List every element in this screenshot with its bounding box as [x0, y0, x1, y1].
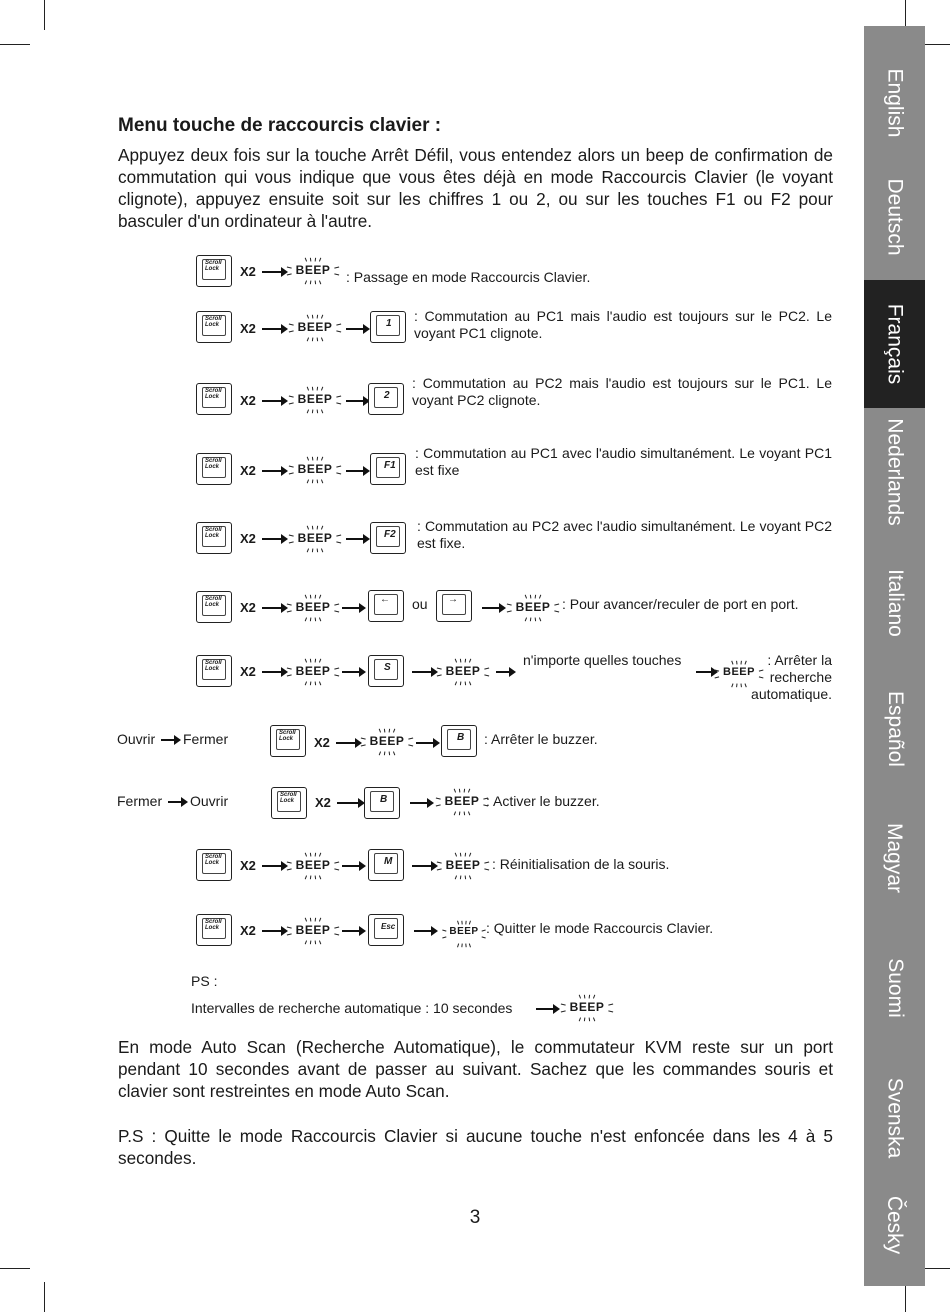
lang-tab-suomi[interactable]	[864, 925, 925, 1050]
beep-ray	[305, 281, 306, 285]
scroll-lock-key: Scroll Lock	[271, 787, 307, 819]
scroll-lock-key: Scroll Lock	[196, 255, 232, 287]
arrow-icon	[346, 538, 364, 540]
beep-ray	[319, 682, 320, 686]
beep-ray	[455, 659, 456, 663]
beep-ray	[732, 684, 733, 688]
key-f1: F1	[370, 453, 406, 485]
scroll-lock-key: Scroll Lock	[270, 725, 306, 757]
lang-label: Deutsch	[883, 178, 907, 256]
beep-ray	[393, 729, 394, 733]
press-twice-label: X2	[240, 393, 256, 408]
row-description: : Commutation au PC2 avec l'audio simultanément. Le voyant PC2 est fixe.	[417, 518, 832, 551]
beep-ray	[455, 682, 456, 686]
beep-ray	[442, 937, 446, 938]
page-heading: Menu touche de raccourcis clavier :	[118, 115, 442, 136]
beep-icon: BEEP	[433, 784, 491, 820]
press-twice-label: X2	[240, 923, 256, 938]
key-f2: F2	[370, 522, 406, 554]
beep-ray	[454, 789, 455, 793]
key-2: 2	[368, 383, 404, 415]
beep-ray	[579, 1018, 580, 1022]
arrow-icon	[262, 865, 282, 867]
beep-ray	[319, 853, 320, 857]
beep-ray	[321, 410, 322, 414]
beep-ray	[319, 281, 320, 285]
press-twice-label: X2	[240, 858, 256, 873]
scroll-lock-key: Scroll Lock	[196, 311, 232, 343]
scroll-lock-key: Scroll Lock	[196, 453, 232, 485]
beep-icon: BEEP	[440, 916, 488, 952]
beep-ray	[305, 595, 306, 599]
ps-label: PS :	[191, 973, 218, 989]
lang-label: Česky	[883, 1195, 907, 1255]
beep-ray	[305, 659, 306, 663]
row-description: : Arrêter la recherche automatique.	[751, 652, 832, 702]
beep-ray	[379, 729, 380, 733]
beep-ray	[469, 876, 470, 880]
lang-tab-espanol[interactable]	[864, 665, 925, 793]
row-description: : Passage en mode Raccourcis Clavier.	[346, 269, 591, 285]
row-description: : Commutation au PC1 mais l'audio est toujours sur le PC2. Le voyant PC1 clignote.	[414, 308, 832, 341]
beep-ray	[307, 549, 308, 553]
beep-ray	[593, 1018, 594, 1022]
beep-ray	[321, 526, 322, 530]
ps-interval: Intervalles de recherche automatique : 10 secondes	[191, 1000, 513, 1016]
beep-ray	[319, 258, 320, 262]
beep-ray	[305, 918, 306, 922]
row-description: : Arrêter le buzzer.	[484, 731, 598, 747]
beep-ray	[525, 595, 526, 599]
beep-ray	[732, 661, 733, 665]
row-description: : Commutation au PC1 avec l'audio simultanément. Le voyant PC1 est fixe	[415, 445, 832, 478]
beep-icon: BEEP	[434, 654, 492, 690]
beep-ray	[307, 338, 308, 342]
lang-label: Italiano	[883, 568, 907, 637]
scroll-lock-key: Scroll Lock	[196, 383, 232, 415]
arrow-icon	[262, 328, 282, 330]
any-keys-label: n'importe quelles touches	[523, 652, 682, 668]
arrow-icon	[262, 607, 282, 609]
key-esc: Esc	[368, 914, 404, 946]
beep-ray	[454, 812, 455, 816]
beep-ray	[539, 595, 540, 599]
arrow-icon	[696, 671, 712, 673]
beep-ray	[319, 918, 320, 922]
press-twice-label: X2	[240, 264, 256, 279]
lang-tab-nederlands[interactable]	[864, 408, 925, 536]
key-b: B	[441, 725, 477, 757]
ps-note-paragraph: P.S : Quitte le mode Raccourcis Clavier si aucune touche n'est enfoncée dans les 4 à 5 secondes.	[118, 1126, 833, 1168]
beep-ray	[305, 682, 306, 686]
beep-ray	[593, 995, 594, 999]
beep-ray	[319, 876, 320, 880]
beep-ray	[393, 752, 394, 756]
beep-icon: BEEP	[286, 382, 344, 418]
beep-icon: BEEP	[712, 656, 766, 692]
arrow-icon	[262, 930, 282, 932]
arrow-icon	[262, 271, 282, 273]
auto-scan-paragraph: En mode Auto Scan (Recherche Automatique), le commutateur KVM reste sur un port pendant 10 secondes avant de passer au suivant. Sachez que les commandes souris et clavier sont restreintes en mode Auto Scan.	[118, 1037, 833, 1101]
lang-label: Français	[883, 303, 907, 385]
beep-ray	[321, 457, 322, 461]
press-twice-label: X2	[240, 664, 256, 679]
beep-ray	[307, 457, 308, 461]
beep-ray	[321, 549, 322, 553]
crop-mark	[0, 1268, 30, 1269]
crop-mark	[44, 1282, 45, 1312]
press-twice-label: X2	[315, 795, 331, 810]
beep-ray	[458, 921, 459, 925]
beep-ray	[305, 876, 306, 880]
arrow-icon	[168, 801, 182, 803]
key-b: B	[364, 787, 400, 819]
state-label: Fermer	[117, 793, 163, 809]
lang-label: Nederlands	[883, 418, 907, 526]
left-arrow-key: ←	[368, 590, 404, 622]
arrow-icon	[262, 671, 282, 673]
lang-label: Svenska	[883, 1077, 907, 1158]
lang-tab-francais[interactable]	[864, 280, 925, 408]
beep-ray	[469, 921, 470, 925]
beep-ray	[469, 944, 470, 948]
beep-ray	[455, 853, 456, 857]
beep-ray	[319, 941, 320, 945]
lang-label: English	[883, 68, 907, 137]
beep-icon: BEEP	[558, 990, 616, 1026]
beep-ray	[458, 944, 459, 948]
arrow-icon	[342, 607, 360, 609]
beep-ray	[305, 258, 306, 262]
scroll-lock-key: Scroll Lock	[196, 591, 232, 623]
right-arrow-key: →	[436, 590, 472, 622]
beep-ray	[305, 853, 306, 857]
beep-ray	[482, 937, 486, 938]
beep-ray	[579, 995, 580, 999]
lang-label: Español	[883, 691, 907, 767]
press-twice-label: X2	[314, 735, 330, 750]
press-twice-label: X2	[240, 321, 256, 336]
beep-ray	[305, 941, 306, 945]
arrow-icon	[337, 802, 359, 804]
arrow-icon	[496, 671, 510, 673]
beep-icon: BEEP	[358, 724, 416, 760]
row-description: : Réinitialisation de la souris.	[492, 856, 670, 872]
press-twice-label: X2	[240, 600, 256, 615]
row-description: : Pour avancer/reculer de port en port.	[562, 596, 799, 612]
arrow-icon	[342, 930, 360, 932]
scroll-lock-key: Scroll Lock	[196, 849, 232, 881]
arrow-icon	[410, 802, 428, 804]
lang-tab-svenska[interactable]	[864, 1055, 925, 1180]
arrow-icon	[161, 739, 175, 741]
beep-ray	[321, 338, 322, 342]
key-m: M	[368, 849, 404, 881]
arrow-icon	[536, 1008, 554, 1010]
beep-ray	[307, 410, 308, 414]
lang-label: Magyar	[883, 822, 907, 893]
intro-paragraph: Appuyez deux fois sur la touche Arrêt Défil, vous entendez alors un beep de confirmation de commutation qui vous indique que vous êtes déjà en mode Raccourcis Clavier (le voyant clignote), appuyez ensuite soit sur les chiffres 1 ou 2, ou sur les touches F1 ou F2 pour basculer d'un ordinateur à l'autre.	[118, 145, 833, 231]
beep-ray	[468, 812, 469, 816]
row-description: : Activer le buzzer.	[486, 793, 600, 809]
beep-ray	[307, 526, 308, 530]
crop-mark	[0, 44, 30, 45]
press-twice-label: X2	[240, 531, 256, 546]
beep-icon: BEEP	[504, 590, 562, 626]
beep-icon: BEEP	[434, 848, 492, 884]
lang-tab-magyar[interactable]	[864, 795, 925, 920]
row-description: : Commutation au PC2 mais l'audio est toujours sur le PC1. Le voyant PC2 clignote.	[412, 375, 832, 408]
scroll-lock-key: Scroll Lock	[196, 522, 232, 554]
beep-icon: BEEP	[284, 253, 342, 289]
key-s: S	[368, 655, 404, 687]
beep-icon: BEEP	[284, 654, 342, 690]
beep-ray	[525, 618, 526, 622]
beep-ray	[307, 315, 308, 319]
crop-mark	[905, 1282, 906, 1312]
page-number: 3	[469, 1207, 481, 1228]
beep-ray	[455, 876, 456, 880]
arrow-icon	[262, 470, 282, 472]
state-label: Fermer	[183, 731, 229, 747]
state-label: Ouvrir	[190, 793, 229, 809]
press-twice-label: X2	[240, 463, 256, 478]
beep-ray	[469, 682, 470, 686]
key-1: 1	[370, 311, 406, 343]
arrow-icon	[416, 742, 434, 744]
scroll-lock-key: Scroll Lock	[196, 914, 232, 946]
scroll-lock-key: Scroll Lock	[196, 655, 232, 687]
row-description: : Quitter le mode Raccourcis Clavier.	[486, 920, 714, 936]
arrow-icon	[414, 930, 432, 932]
beep-icon: BEEP	[286, 521, 344, 557]
arrow-icon	[412, 865, 432, 867]
arrow-icon	[482, 607, 500, 609]
beep-ray	[319, 618, 320, 622]
beep-ray	[539, 618, 540, 622]
lang-tab-italiano[interactable]	[864, 540, 925, 665]
beep-icon: BEEP	[284, 848, 342, 884]
arrow-icon	[346, 470, 364, 472]
or-label: ou	[412, 596, 428, 612]
beep-ray	[319, 659, 320, 663]
beep-ray	[321, 387, 322, 391]
arrow-icon	[412, 671, 432, 673]
beep-ray	[305, 618, 306, 622]
beep-ray	[469, 659, 470, 663]
crop-mark	[44, 0, 45, 30]
arrow-icon	[346, 328, 364, 330]
arrow-icon	[346, 400, 364, 402]
arrow-icon	[262, 400, 282, 402]
lang-tab-deutsch[interactable]	[864, 158, 925, 276]
beep-ray	[307, 480, 308, 484]
state-label: Ouvrir	[117, 731, 156, 747]
beep-icon: BEEP	[286, 452, 344, 488]
arrow-icon	[342, 671, 360, 673]
beep-ray	[321, 480, 322, 484]
beep-icon: BEEP	[284, 590, 342, 626]
beep-ray	[307, 387, 308, 391]
arrow-icon	[342, 865, 360, 867]
lang-label: Suomi	[883, 957, 907, 1018]
beep-ray	[319, 595, 320, 599]
beep-ray	[469, 853, 470, 857]
arrow-icon	[262, 538, 282, 540]
beep-ray	[321, 315, 322, 319]
beep-icon: BEEP	[286, 310, 344, 346]
arrow-icon	[336, 742, 356, 744]
beep-ray	[379, 752, 380, 756]
beep-icon: BEEP	[284, 913, 342, 949]
lang-tab-english[interactable]	[864, 40, 925, 165]
beep-ray	[468, 789, 469, 793]
